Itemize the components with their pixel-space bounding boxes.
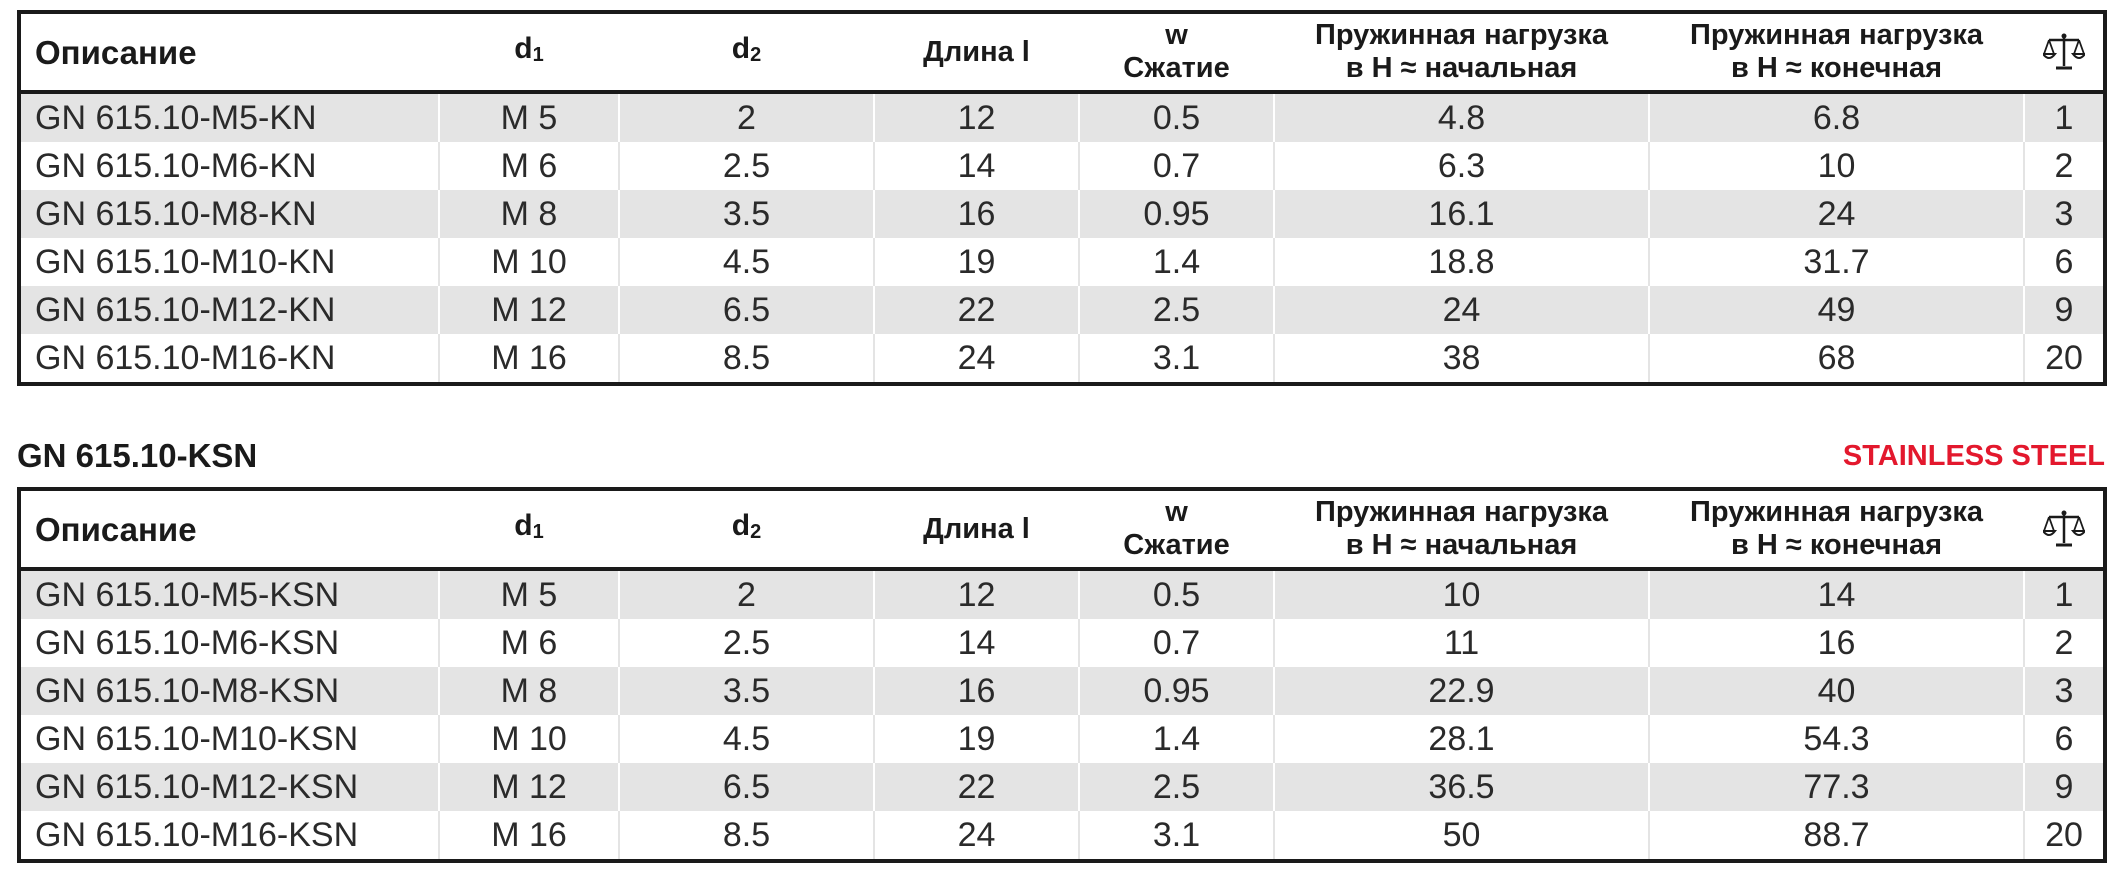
material-label: STAINLESS STEEL xyxy=(1842,440,2105,472)
cell-description: GN 615.10-M6-KSN xyxy=(19,619,439,667)
col-header-d1: d1 xyxy=(439,489,619,569)
cell-description: GN 615.10-M5-KSN xyxy=(19,569,439,619)
cell-compression: 0.5 xyxy=(1079,92,1274,142)
cell-load-start: 50 xyxy=(1274,811,1649,861)
cell-compression: 1.4 xyxy=(1079,238,1274,286)
cell-d2: 6.5 xyxy=(619,763,874,811)
cell-weight: 9 xyxy=(2024,286,2105,334)
cell-d2: 3.5 xyxy=(619,190,874,238)
cell-length: 12 xyxy=(874,569,1079,619)
cell-compression: 2.5 xyxy=(1079,286,1274,334)
cell-length: 14 xyxy=(874,619,1079,667)
cell-load-end: 77.3 xyxy=(1649,763,2024,811)
table-row xyxy=(19,142,2105,190)
col-header-d2: d2 xyxy=(619,12,874,92)
cell-d1: M 10 xyxy=(439,715,619,763)
cell-load-end: 88.7 xyxy=(1649,811,2024,861)
table-row xyxy=(19,286,2105,334)
col-header-load-end: Пружинная нагрузка в Н ≈ конечная xyxy=(1649,12,2024,92)
spec-table-ksn xyxy=(17,487,2107,863)
cell-load-end: 68 xyxy=(1649,334,2024,384)
cell-weight: 9 xyxy=(2024,763,2105,811)
col-header-compression: w Сжатие xyxy=(1079,489,1274,569)
cell-d1: M 6 xyxy=(439,619,619,667)
section-title: GN 615.10-KSN xyxy=(17,437,258,474)
cell-weight: 6 xyxy=(2024,238,2105,286)
cell-d1: M 5 xyxy=(439,92,619,142)
table-row xyxy=(19,811,2105,861)
cell-d1: M 8 xyxy=(439,190,619,238)
cell-length: 14 xyxy=(874,142,1079,190)
cell-d1: M 16 xyxy=(439,811,619,861)
table-row xyxy=(19,569,2105,619)
cell-load-end: 31.7 xyxy=(1649,238,2024,286)
table-row xyxy=(19,763,2105,811)
cell-weight: 3 xyxy=(2024,190,2105,238)
cell-load-end: 24 xyxy=(1649,190,2024,238)
table-header-row xyxy=(19,12,2105,92)
cell-weight: 1 xyxy=(2024,569,2105,619)
cell-weight: 2 xyxy=(2024,142,2105,190)
cell-weight: 2 xyxy=(2024,619,2105,667)
cell-description: GN 615.10-M6-KN xyxy=(19,142,439,190)
cell-length: 16 xyxy=(874,190,1079,238)
cell-d1: M 8 xyxy=(439,667,619,715)
cell-d2: 2.5 xyxy=(619,619,874,667)
table-row xyxy=(19,238,2105,286)
col-header-d1: d1 xyxy=(439,12,619,92)
cell-compression: 1.4 xyxy=(1079,715,1274,763)
col-header-weight xyxy=(2024,489,2105,569)
scale-icon xyxy=(2043,509,2085,549)
cell-weight: 6 xyxy=(2024,715,2105,763)
cell-load-end: 49 xyxy=(1649,286,2024,334)
table-body-ksn xyxy=(19,569,2105,861)
cell-load-end: 6.8 xyxy=(1649,92,2024,142)
cell-d2: 2.5 xyxy=(619,142,874,190)
table-row xyxy=(19,190,2105,238)
cell-length: 22 xyxy=(874,286,1079,334)
cell-load-start: 16.1 xyxy=(1274,190,1649,238)
cell-load-start: 22.9 xyxy=(1274,667,1649,715)
cell-load-end: 16 xyxy=(1649,619,2024,667)
cell-compression: 2.5 xyxy=(1079,763,1274,811)
cell-weight: 3 xyxy=(2024,667,2105,715)
cell-compression: 0.5 xyxy=(1079,569,1274,619)
cell-d2: 4.5 xyxy=(619,715,874,763)
table-row xyxy=(19,667,2105,715)
cell-load-end: 10 xyxy=(1649,142,2024,190)
cell-description: GN 615.10-M16-KN xyxy=(19,334,439,384)
cell-d1: M 12 xyxy=(439,763,619,811)
cell-load-start: 38 xyxy=(1274,334,1649,384)
cell-load-start: 6.3 xyxy=(1274,142,1649,190)
table-row xyxy=(19,619,2105,667)
cell-length: 24 xyxy=(874,811,1079,861)
table-header-row xyxy=(19,489,2105,569)
col-header-length: Длина l xyxy=(874,489,1079,569)
cell-load-start: 24 xyxy=(1274,286,1649,334)
cell-compression: 0.7 xyxy=(1079,619,1274,667)
cell-d2: 8.5 xyxy=(619,811,874,861)
cell-d2: 2 xyxy=(619,92,874,142)
cell-length: 12 xyxy=(874,92,1079,142)
col-header-load-start: Пружинная нагрузка в Н ≈ начальная xyxy=(1274,489,1649,569)
cell-load-start: 28.1 xyxy=(1274,715,1649,763)
cell-description: GN 615.10-M10-KSN xyxy=(19,715,439,763)
scale-icon xyxy=(2043,32,2085,72)
cell-weight: 1 xyxy=(2024,92,2105,142)
cell-compression: 3.1 xyxy=(1079,334,1274,384)
col-header-weight xyxy=(2024,12,2105,92)
cell-load-end: 14 xyxy=(1649,569,2024,619)
cell-load-start: 10 xyxy=(1274,569,1649,619)
cell-d1: M 16 xyxy=(439,334,619,384)
col-header-compression: w Сжатие xyxy=(1079,12,1274,92)
cell-load-start: 18.8 xyxy=(1274,238,1649,286)
cell-d1: M 6 xyxy=(439,142,619,190)
cell-compression: 0.95 xyxy=(1079,667,1274,715)
cell-description: GN 615.10-M5-KN xyxy=(19,92,439,142)
cell-length: 19 xyxy=(874,715,1079,763)
col-header-load-start: Пружинная нагрузка в Н ≈ начальная xyxy=(1274,12,1649,92)
cell-load-start: 36.5 xyxy=(1274,763,1649,811)
cell-d2: 3.5 xyxy=(619,667,874,715)
cell-d1: M 12 xyxy=(439,286,619,334)
cell-d2: 8.5 xyxy=(619,334,874,384)
cell-length: 22 xyxy=(874,763,1079,811)
table-row xyxy=(19,92,2105,142)
cell-description: GN 615.10-M10-KN xyxy=(19,238,439,286)
col-header-load-end: Пружинная нагрузка в Н ≈ конечная xyxy=(1649,489,2024,569)
cell-load-end: 40 xyxy=(1649,667,2024,715)
col-header-d2: d2 xyxy=(619,489,874,569)
cell-weight: 20 xyxy=(2024,811,2105,861)
cell-compression: 0.7 xyxy=(1079,142,1274,190)
cell-load-end: 54.3 xyxy=(1649,715,2024,763)
cell-load-start: 11 xyxy=(1274,619,1649,667)
cell-description: GN 615.10-M12-KN xyxy=(19,286,439,334)
cell-d2: 6.5 xyxy=(619,286,874,334)
cell-weight: 20 xyxy=(2024,334,2105,384)
cell-description: GN 615.10-M8-KSN xyxy=(19,667,439,715)
cell-compression: 0.95 xyxy=(1079,190,1274,238)
cell-length: 24 xyxy=(874,334,1079,384)
table-row xyxy=(19,334,2105,384)
cell-description: GN 615.10-M8-KN xyxy=(19,190,439,238)
col-header-description: Описание xyxy=(19,12,439,92)
cell-load-start: 4.8 xyxy=(1274,92,1649,142)
cell-description: GN 615.10-M12-KSN xyxy=(19,763,439,811)
cell-d2: 2 xyxy=(619,569,874,619)
cell-d2: 4.5 xyxy=(619,238,874,286)
table-row xyxy=(19,715,2105,763)
cell-d1: M 5 xyxy=(439,569,619,619)
cell-compression: 3.1 xyxy=(1079,811,1274,861)
col-header-description: Описание xyxy=(19,489,439,569)
cell-length: 16 xyxy=(874,667,1079,715)
col-header-length: Длина l xyxy=(874,12,1079,92)
spec-table-kn xyxy=(17,10,2107,386)
cell-description: GN 615.10-M16-KSN xyxy=(19,811,439,861)
table-body-kn xyxy=(19,92,2105,384)
cell-d1: M 10 xyxy=(439,238,619,286)
cell-length: 19 xyxy=(874,238,1079,286)
